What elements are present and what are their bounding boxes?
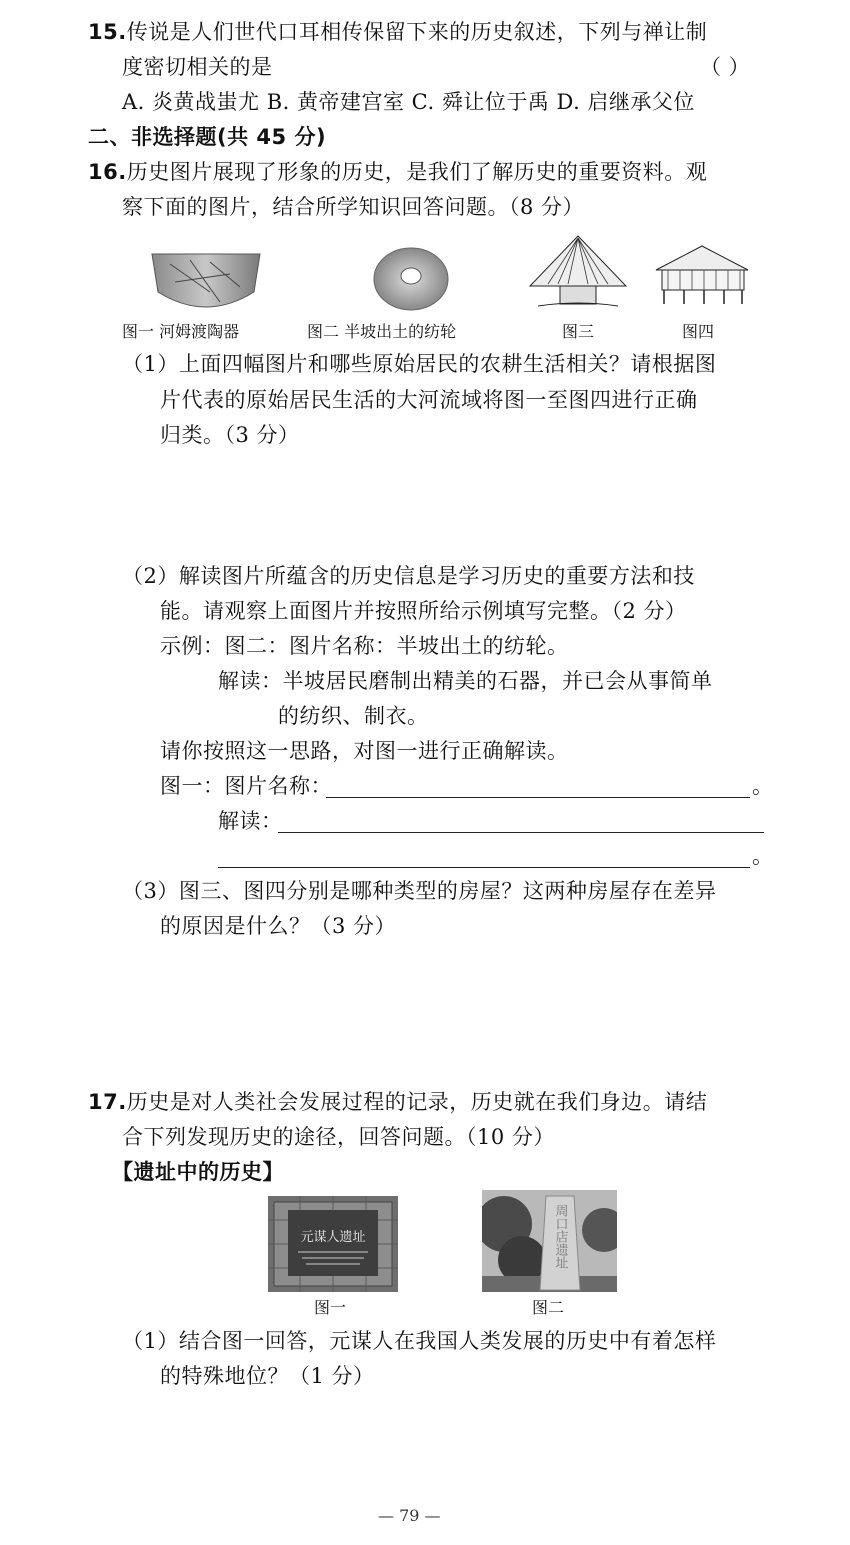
q15-text-line1: 传说是人们世代口耳相传保留下来的历史叙述，下列与禅让制 [126, 20, 708, 44]
period: 。 [752, 774, 774, 798]
figure-caption: 图一 河姆渡陶器 [122, 322, 240, 341]
instruction: 请你按照这一思路，对图一进行正确解读。 [160, 739, 569, 763]
q15 [88, 18, 707, 46]
hut-sketch-image [528, 234, 628, 308]
period: 。 [752, 844, 774, 868]
spindle-whorl-image [372, 246, 450, 312]
answer-blank[interactable] [218, 867, 750, 868]
q16-part1-line2: 片代表的原始居民生活的大河流域将图一至图四进行正确 [160, 388, 698, 412]
subheading: 【遗址中的历史】 [112, 1160, 284, 1184]
section-heading: 二、非选择题(共 45 分) [88, 125, 327, 149]
figure-caption: 图三 [562, 322, 595, 341]
example-line2: 解读：半坡居民磨制出精美的石器，并已会从事简单 [218, 669, 713, 693]
answer-blank[interactable] [278, 832, 764, 833]
question-number: 16. [88, 160, 127, 184]
q17 [88, 1088, 707, 1116]
stele-inscription: 元谋人遗址 [300, 1230, 366, 1245]
q16-part2-line2: 能。请观察上面图片并按照所给示例填写完整。（2 分） [160, 599, 687, 623]
page-number: — 79 — [378, 1506, 441, 1525]
monolith-inscription: 周口店遗址 [552, 1204, 568, 1269]
stilt-house-image [648, 240, 756, 306]
q17-part1-line2: 的特殊地位？（1 分） [160, 1364, 375, 1388]
question-number: 15. [88, 20, 127, 44]
example-line3: 的纺织、制衣。 [278, 704, 429, 728]
figure-caption: 图二 半坡出土的纺轮 [307, 322, 457, 341]
q16-part3-line2: 的原因是什么？（3 分） [160, 914, 397, 938]
figure-caption: 图一 [314, 1298, 347, 1317]
answer-bracket: （ ） [700, 55, 751, 79]
q15-text-line2: 度密切相关的是 [122, 55, 273, 79]
example-line1: 示例：图二：图片名称：半坡出土的纺轮。 [160, 634, 569, 658]
figure-caption: 图四 [682, 322, 715, 341]
q17-text-line2: 合下列发现历史的途径，回答问题。（10 分） [122, 1125, 555, 1149]
q16 [88, 158, 707, 186]
monolith-photo [482, 1190, 617, 1292]
stele-photo [268, 1196, 398, 1292]
q16-part1-line1: （1）上面四幅图片和哪些原始居民的农耕生活相关？请根据图 [122, 352, 717, 376]
q15-options: A. 炎黄战蚩尤 B. 黄帝建宫室 C. 舜让位于禹 D. 启继承父位 [122, 90, 695, 114]
q17-text-line1: 历史是对人类社会发展过程的记录，历史就在我们身边。请结 [126, 1090, 708, 1114]
question-number: 17. [88, 1090, 127, 1114]
pottery-image [150, 252, 262, 316]
q16-part2-line1: （2）解读图片所蕴含的历史信息是学习历史的重要方法和技 [122, 564, 695, 588]
q16-part1-line3: 归类。（3 分） [160, 423, 300, 447]
q16-text-line2: 察下面的图片，结合所学知识回答问题。（8 分） [122, 195, 585, 219]
fig1-read-label: 解读： [218, 809, 283, 833]
q16-text-line1: 历史图片展现了形象的历史，是我们了解历史的重要资料。观 [126, 160, 708, 184]
q17-part1-line1: （1）结合图一回答，元谋人在我国人类发展的历史中有着怎样 [122, 1329, 717, 1353]
answer-blank[interactable] [326, 797, 750, 798]
figure-caption: 图二 [532, 1298, 565, 1317]
fig1-name-label: 图一：图片名称： [160, 774, 332, 798]
q16-part3-line1: （3）图三、图四分别是哪种类型的房屋？这两种房屋存在差异 [122, 879, 717, 903]
